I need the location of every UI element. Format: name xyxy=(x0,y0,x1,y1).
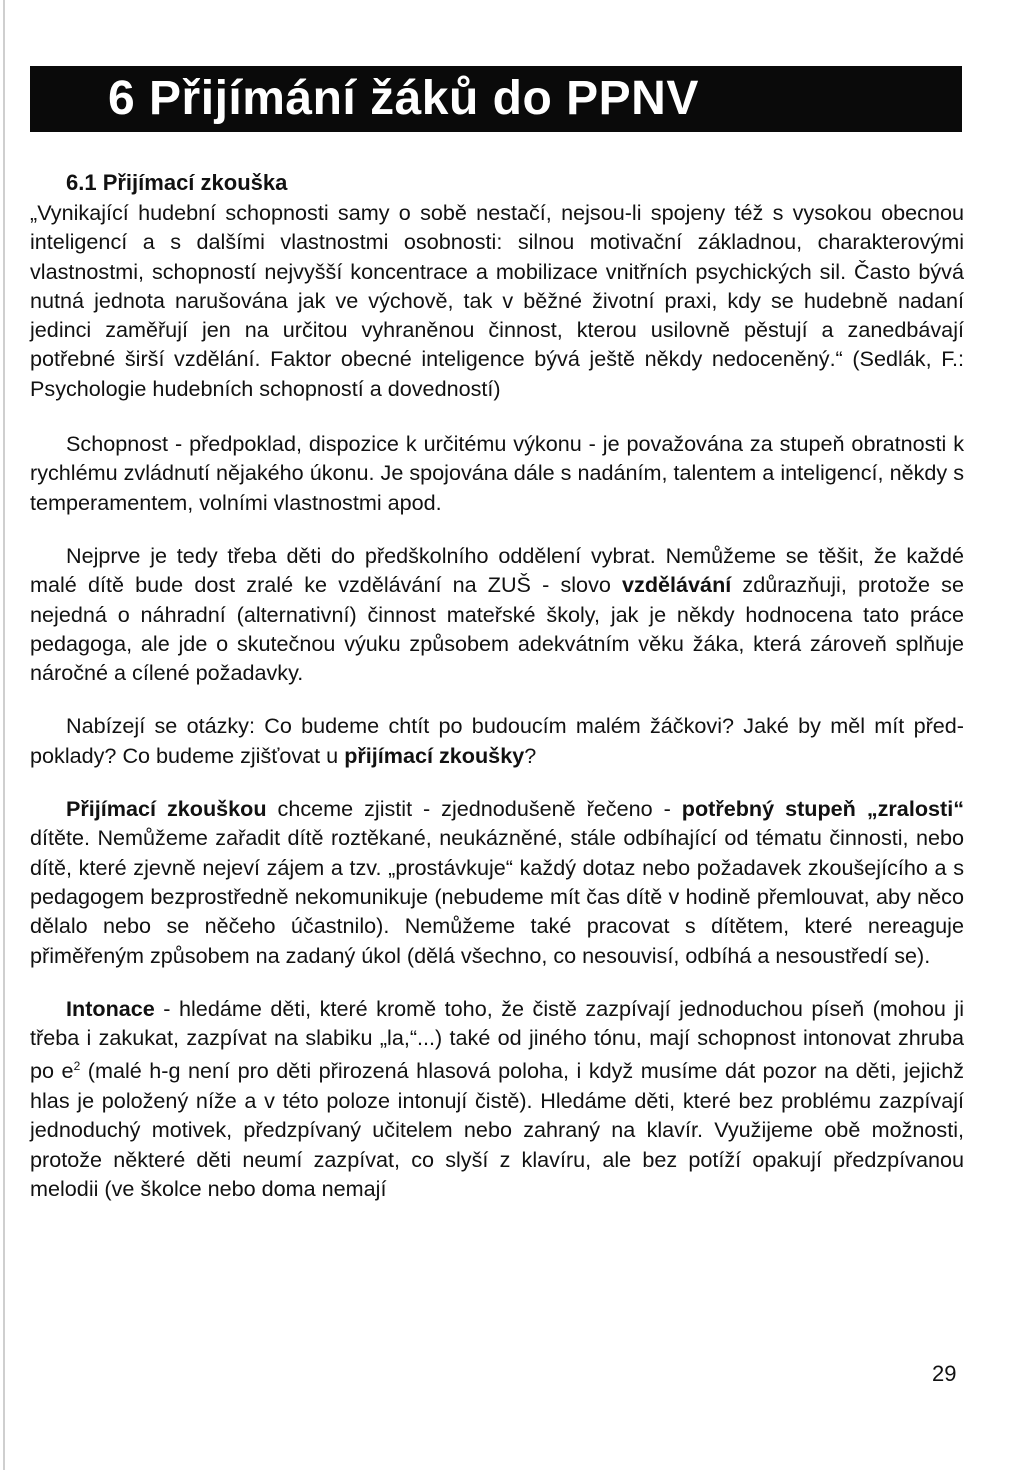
scan-edge-line xyxy=(3,0,5,1470)
intonation-paragraph xyxy=(30,994,964,1203)
selection-emphasis: vzdělávání xyxy=(622,572,732,598)
exam-text-1: chceme zjistit - zjednodušeně řečeno - xyxy=(266,796,682,822)
exam-text-2: dítěte. Nemůžeme zařadit dítě roztěkané, neukázněné, stále odbíhající od tématu činnosti, nebo dítě, které zjevně nejeví zájem a tzv. „prostávkuje“ každý dotaz nebo požadavek zkoušejícího a s pedagogem bezprostředně nekomunikuje (nebudeme mít čas dítě v hodině přemlouvat, aby něco dělalo nebo se něčeho účastnilo). Nemůžeme také pracovat s dítětem, které nereaguje přiměřeným způsobem na zadaný úkol (dělá všechno, co nesouvisí, odbíhá a nesoustředí se). xyxy=(30,825,964,968)
questions-paragraph xyxy=(30,711,964,770)
page-number: 29 xyxy=(932,1361,957,1386)
questions-emphasis: přijímací zkoušky xyxy=(344,742,525,768)
selection-text-1: Nejprve je tedy třeba děti do předškolního oddělení vybrat. Nemůžeme se těšit, že každé malé dítě bude dost zralé ke vzdělávání na ZUŠ - slovo xyxy=(30,542,964,598)
quote-paragraph: „Vynikající hudební schopnosti samy o sobě nestačí, nejsou-li spojeny též s vysokou obecnou inteligencí a s dalšími vlastnostmi osobnosti: silnou motivační základnou, charakterovými vlastnostmi, schopností nejvyšší koncentrace a mobilizace vnitřních psychických sil. Často bývá nutná jednota narušována jak ve výchově, tak v běžné životní praxi, kdy se hudebně nadaní jedinci zaměřují jen na určitou vyhraněnou činnost, kterou usilovně pěstují a zanedbávají potřebné širší vzdělání. Faktor obecné inteligence bývá ještě někdy nedoceněný.“ (Sedlák, F.: Psychologie hudebních schopností a dovedností) xyxy=(30,200,964,401)
exam-paragraph xyxy=(30,794,964,970)
section-heading: 6.1 Přijímací zkouška xyxy=(66,170,288,195)
ability-paragraph: Schopnost - předpoklad, dispozice k určitému výkonu - je považována za stupeň obratnosti k rychlému zvládnutí nějakého úkonu. Je spojována dále s nadáním, talentem a inteligencí, někdy s temperamentem, volními vlastnostmi apod. xyxy=(30,431,964,515)
questions-text-2: ? xyxy=(524,742,537,768)
chapter-banner xyxy=(30,66,962,132)
intonation-emphasis: Intonace xyxy=(66,995,155,1021)
intonation-superscript: 2 xyxy=(73,1059,81,1074)
chapter-title: 6 Přijímání žáků do PPNV xyxy=(108,72,699,125)
intonation-text-1: - hledáme děti, které kromě toho, že čistě zazpívají jednoduchou píseň (mohou ji třeba i zakukat, zazpívat na slabiku „la,“...) také od jiného tónu, mají schopnost intonovat zhruba po e xyxy=(30,995,964,1084)
selection-text-2: zdůrazňuji, protože se nejedná o náhradní (alternativní) činnost mateřské školy, jak je někdy hodnocena tato práce pedagoga, ale jde o skutečnou výuku způsobem adekvátním věku žáka, která zároveň splňuje náročné a cílené požadavky. xyxy=(30,572,964,686)
exam-emphasis-1: Přijímací zkouškou xyxy=(66,796,267,822)
questions-text-1: Nabízejí se otázky: Co budeme chtít po budoucím malém žáčkovi? Jaké by měl mít předpoklady? Co budeme zjišťovat u xyxy=(30,713,964,768)
exam-emphasis-2: potřebný stupeň „zralosti“ xyxy=(681,796,965,822)
intonation-text-2: (malé h-g není pro děti přirozená hlasová poloha, i když musíme dát pozor na děti, jejichž hlas je položený níže a v této poloze intonují čistě). Hledáme děti, které bez problému zazpívají jednoduchý motivek, předzpívaný učitelem nebo zahraný na klavír. Využijeme obě možnosti, protože některé děti neumí zazpívat, co slyší z klavíru, ale bez potíží opakují předzpívanou melodii (ve školce nebo doma nemají xyxy=(30,1058,965,1201)
page-body xyxy=(30,168,964,1203)
selection-paragraph xyxy=(30,541,964,687)
